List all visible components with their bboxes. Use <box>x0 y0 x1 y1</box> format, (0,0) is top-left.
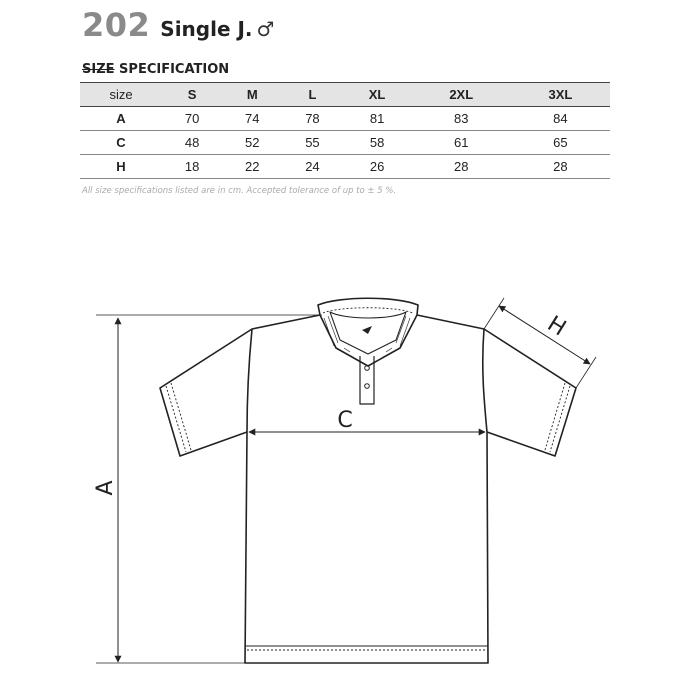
table-cell: 84 <box>511 107 610 131</box>
table-cell: 48 <box>162 131 222 155</box>
shirt-body-outline <box>245 315 488 663</box>
table-cell: 28 <box>412 155 511 179</box>
row-label: H <box>80 155 162 179</box>
left-cuff-stitch <box>171 383 191 450</box>
column-header: S <box>162 83 222 107</box>
column-header: 3XL <box>511 83 610 107</box>
row-label: C <box>80 131 162 155</box>
dimension-h-label: H <box>542 311 571 342</box>
button-icon <box>365 384 370 389</box>
tolerance-note: All size specifications listed are in cm. Accepted tolerance of up to ± 5 %. <box>82 186 397 196</box>
table-cell: 24 <box>282 155 342 179</box>
table-cell: 61 <box>412 131 511 155</box>
dimension-a-label: A <box>93 480 118 496</box>
dimension-h-line <box>499 306 590 364</box>
table-cell: 74 <box>222 107 282 131</box>
label-logo-icon <box>362 326 372 334</box>
table-cell: 70 <box>162 107 222 131</box>
dimension-c-label: C <box>337 408 353 433</box>
spec-title-rest: SPECIFICATION <box>119 62 230 77</box>
column-header: XL <box>343 83 412 107</box>
table-cell: 55 <box>282 131 342 155</box>
right-cuff-stitch <box>545 383 565 450</box>
column-header: M <box>222 83 282 107</box>
dimension-h-guide <box>484 298 504 329</box>
column-header: L <box>282 83 342 107</box>
column-header: 2XL <box>412 83 511 107</box>
collar-stitch <box>323 308 413 313</box>
table-cell: 83 <box>412 107 511 131</box>
table-cell: 18 <box>162 155 222 179</box>
table-cell: 52 <box>222 131 282 155</box>
table-cell: 81 <box>343 107 412 131</box>
column-header: size <box>80 83 162 107</box>
table-cell: 26 <box>343 155 412 179</box>
spec-title-struck: SIZE <box>82 62 115 77</box>
table-cell: 65 <box>511 131 610 155</box>
table-cell: 28 <box>511 155 610 179</box>
product-name: Single J. <box>160 17 253 41</box>
button-icon <box>365 366 370 371</box>
table-cell: 78 <box>282 107 342 131</box>
table-cell: 58 <box>343 131 412 155</box>
product-code: 202 <box>82 6 151 44</box>
male-icon: ♂ <box>256 17 275 41</box>
table-cell: 22 <box>222 155 282 179</box>
collar-ribbing <box>324 316 410 352</box>
row-label: A <box>80 107 162 131</box>
